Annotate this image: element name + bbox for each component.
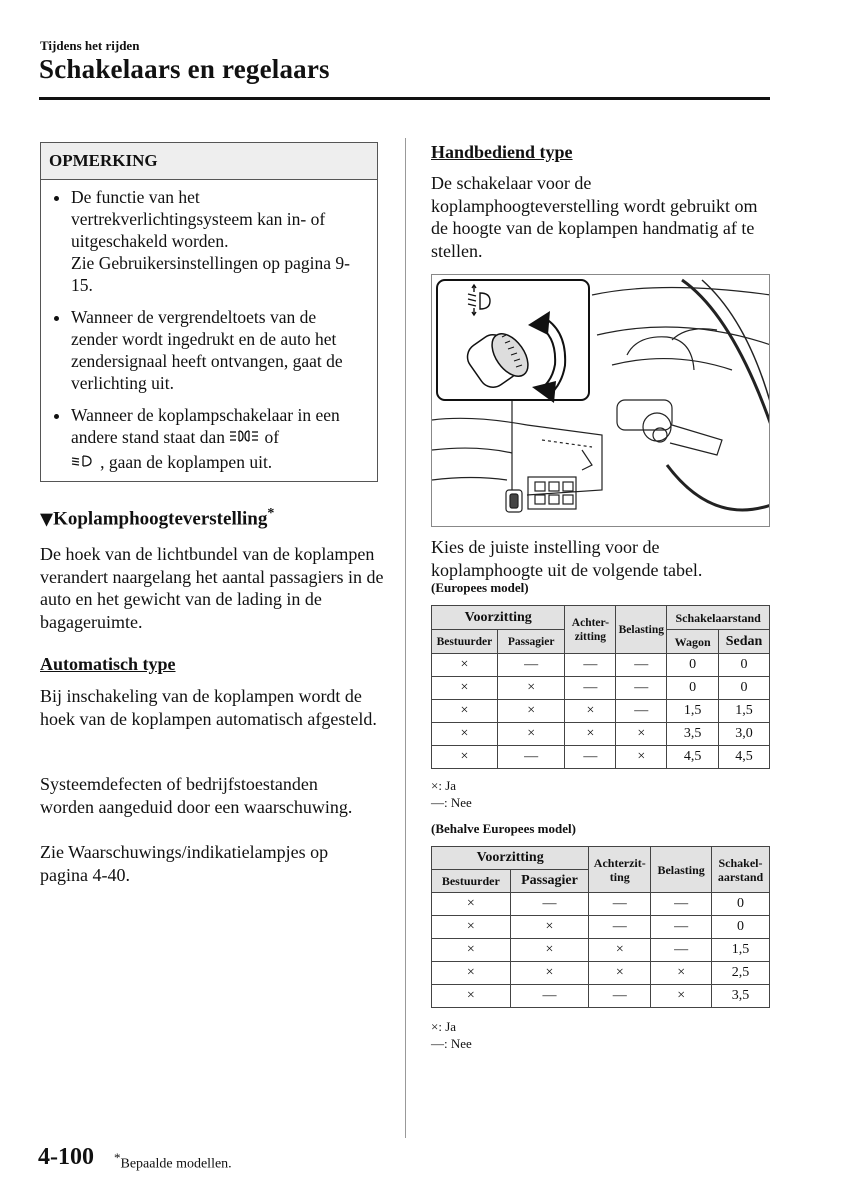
page-title: Schakelaars en regelaars [39, 54, 330, 84]
table-eu-head-wagon: Wagon [667, 630, 719, 654]
table-cell: — [589, 985, 651, 1008]
legend-no: —: Nee [431, 795, 472, 810]
table-cell: 4,5 [667, 746, 719, 769]
table-cell: × [565, 723, 616, 746]
table-eu-head-sedan: Sedan [719, 630, 770, 654]
table-cell: 3,0 [719, 723, 770, 746]
table-cell: × [432, 962, 511, 985]
table-other-head-belasting: Belasting [651, 847, 712, 893]
table-cell: × [432, 939, 511, 962]
manual-heading: Handbediend type [431, 142, 573, 162]
table-cell: — [589, 893, 651, 916]
table-cell: × [589, 962, 651, 985]
note-item-3-end: , gaan de koplampen uit. [100, 452, 273, 472]
note-list [41, 180, 377, 476]
table-other-head-voorzitting: Voorzitting [432, 847, 589, 870]
table-cell: 3,5 [712, 985, 770, 1008]
table-cell: — [497, 654, 565, 677]
table-eu-head-belasting: Belasting [616, 606, 667, 654]
table-cell: — [616, 700, 667, 723]
table-eu-head-passagier: Passagier [497, 630, 565, 654]
table-cell: 0 [719, 654, 770, 677]
auto-paragraph-1: Bij inschakeling van de koplampen wordt de hoek van de koplampen automatisch afgesteld. [40, 686, 377, 729]
table-cell: × [432, 700, 498, 723]
table-cell: × [497, 700, 565, 723]
auto-heading: Automatisch type [40, 654, 176, 674]
table-cell: — [651, 893, 712, 916]
column-divider [405, 138, 406, 1138]
page-number: 4-100 [38, 1144, 94, 1170]
table-cell: 0 [719, 677, 770, 700]
table-cell: × [510, 939, 589, 962]
table-cell: × [651, 962, 712, 985]
table-cell: × [651, 985, 712, 1008]
table-cell: × [589, 939, 651, 962]
table-eu-head-bestuurder: Bestuurder [432, 630, 498, 654]
table-cell: 1,5 [719, 700, 770, 723]
table-eu-body [432, 654, 770, 769]
table-other-head-achterzitting: Achterzit-ting [589, 847, 651, 893]
table-cell: 2,5 [712, 962, 770, 985]
auto-paragraph-3: Zie Waarschuwings/indikatielampjes op pagina 4-40. [40, 842, 329, 885]
legend-no: —: Nee [431, 1036, 472, 1051]
footnote-text: Bepaalde modellen. [120, 1156, 232, 1172]
table-cell: × [510, 962, 589, 985]
table-other-label: (Behalve Europees model) [431, 821, 576, 836]
table-cell: × [432, 893, 511, 916]
table-cell: — [565, 746, 616, 769]
table-other-head-schakelaarstand: Schakel-aarstand [712, 847, 770, 893]
table-row [432, 700, 770, 723]
table-cell: × [497, 723, 565, 746]
note-item-1-text: De functie van het vertrekverlichtingsysteem kan in- of uitgeschakeld worden. [71, 187, 326, 251]
section-heading-mark: * [267, 506, 275, 521]
table-cell: — [651, 916, 712, 939]
legend-yes: ×: Ja [431, 778, 457, 793]
table-row [432, 916, 770, 939]
table-eu-legend [431, 777, 472, 811]
footnote-mark: * [114, 1150, 121, 1165]
table-cell: — [651, 939, 712, 962]
note-item-2: • Wanneer de vergrendeltoets van de zender wordt ingedrukt en de auto het zendersignaal heeft ontvangen, gaat de verlichting uit. [71, 306, 367, 394]
table-cell: 0 [667, 677, 719, 700]
note-heading: OPMERKING [41, 143, 377, 180]
table-cell: 1,5 [712, 939, 770, 962]
note-item-3-text: Wanneer de koplampschakelaar in een andere stand staat dan [71, 405, 340, 447]
table-cell: × [432, 746, 498, 769]
table-row [432, 746, 770, 769]
table-cell: × [432, 723, 498, 746]
table-row [432, 939, 770, 962]
manual-paragraph: De schakelaar voor de koplamphoogteverstelling wordt gebruikt om de hoogte van de koplampen handmatig af te stellen. [431, 173, 758, 261]
section-label: Tijdens het rijden [40, 38, 140, 53]
table-eu-head-schakelaarstand: Schakelaarstand [667, 606, 770, 630]
table-cell: × [616, 746, 667, 769]
table-row [432, 654, 770, 677]
triangle-down-icon: ▼ [40, 509, 54, 530]
table-row [432, 723, 770, 746]
title-rule [39, 97, 770, 100]
switch-inset [437, 280, 589, 403]
table-cell: — [616, 654, 667, 677]
table-cell: — [565, 677, 616, 700]
note-item-3 [71, 404, 367, 476]
table-eu-head-achterzitting: Achter-zitting [565, 606, 616, 654]
table-other-body [432, 893, 770, 1008]
intro-paragraph: De hoek van de lichtbundel van de koplampen verandert naargelang het aantal passagiers in de auto en het gewicht van de lading in de bagageruimte. [40, 544, 384, 632]
table-cell: × [432, 677, 498, 700]
table-row [432, 677, 770, 700]
dashboard-illustration [432, 275, 770, 527]
table-cell: × [510, 916, 589, 939]
auto-paragraph-2: Systeemdefecten of bedrijfstoestanden worden aangeduid door een waarschuwing. [40, 774, 353, 817]
table-cell: — [510, 985, 589, 1008]
table-cell: 1,5 [667, 700, 719, 723]
table-other-legend [431, 1018, 472, 1052]
note-box [40, 142, 378, 482]
table-cell: 0 [712, 893, 770, 916]
table-other-head-bestuurder: Bestuurder [432, 870, 511, 893]
parking-light-icon [229, 432, 264, 447]
table-cell: — [565, 654, 616, 677]
note-item-1 [71, 186, 367, 296]
table-cell: × [497, 677, 565, 700]
table-eu-label: (Europees model) [431, 580, 529, 595]
table-cell: × [432, 916, 511, 939]
table-cell: × [565, 700, 616, 723]
table-eu-head-voorzitting: Voorzitting [432, 606, 565, 630]
table-cell: — [510, 893, 589, 916]
table-cell: — [497, 746, 565, 769]
section-heading-text: Koplamphoogteverstelling [53, 508, 268, 530]
footnote [114, 1150, 232, 1173]
low-beam-icon [71, 457, 100, 472]
table-cell: 0 [712, 916, 770, 939]
table-cell: × [616, 723, 667, 746]
table-other-head-passagier: Passagier [510, 870, 589, 893]
table-cell: — [589, 916, 651, 939]
table-cell: 3,5 [667, 723, 719, 746]
table-cell: 0 [667, 654, 719, 677]
table-cell: 4,5 [719, 746, 770, 769]
table-row [432, 985, 770, 1008]
table-cell: — [616, 677, 667, 700]
headlight-leveling-figure [431, 274, 770, 527]
table-row [432, 893, 770, 916]
table-other [431, 846, 770, 1008]
table-row [432, 962, 770, 985]
section-heading [40, 506, 274, 530]
note-item-3-or: of [264, 427, 280, 447]
table-intro: Kies de juiste instelling voor de koplamphoogte uit de volgende tabel. [431, 537, 703, 580]
table-eu [431, 605, 770, 769]
note-item-1-ref: Zie Gebruikersinstellingen op pagina 9-15. [71, 253, 350, 295]
table-cell: × [432, 985, 511, 1008]
table-cell: × [432, 654, 498, 677]
legend-yes: ×: Ja [431, 1019, 457, 1034]
